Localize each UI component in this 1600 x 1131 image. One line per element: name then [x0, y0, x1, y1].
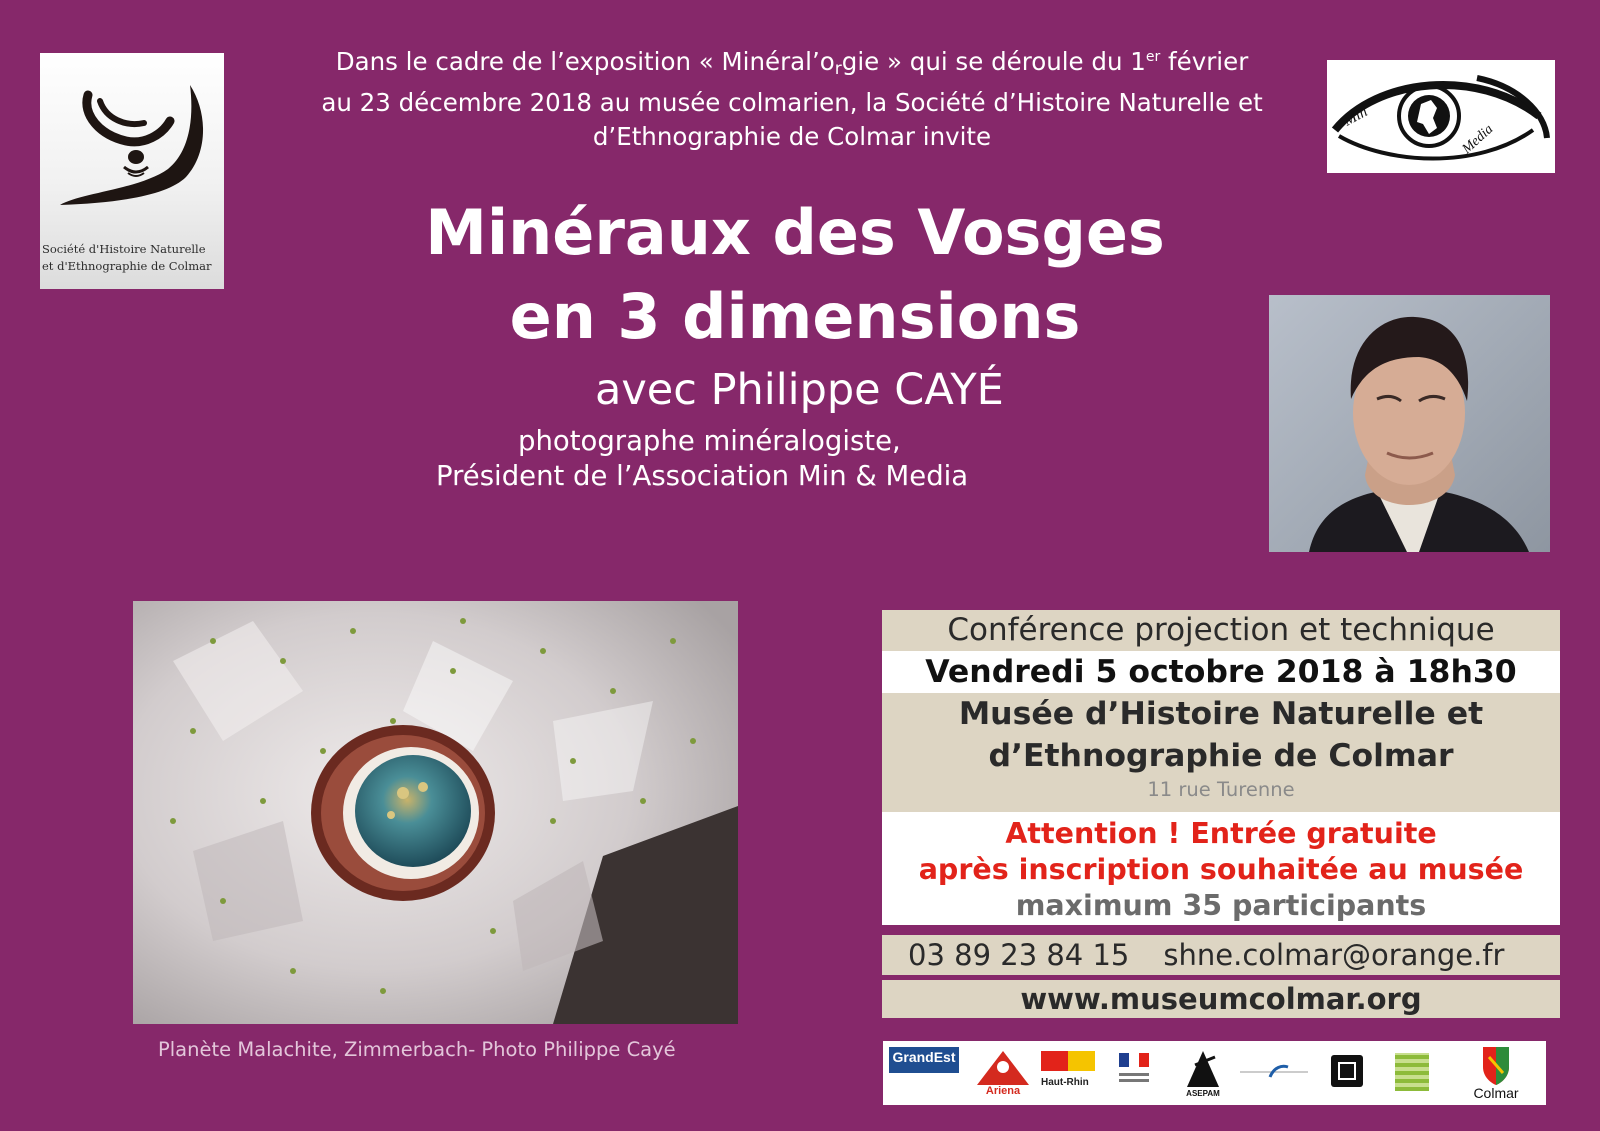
- green-musees-logo: [1395, 1053, 1429, 1091]
- colmar-logo: [1471, 1045, 1521, 1103]
- mineral-photo: [133, 601, 738, 1024]
- max-participants: maximum 35 participants: [1015, 889, 1427, 922]
- malachite-photo-icon: [133, 601, 738, 1024]
- republique-logo: [1119, 1053, 1149, 1087]
- venue-address: 11 rue Turenne: [1147, 778, 1295, 801]
- shne-logo: [40, 53, 224, 289]
- event-venue: [882, 693, 1560, 812]
- colmar-label: Colmar: [1473, 1085, 1519, 1101]
- musees-m-logo: [1331, 1055, 1363, 1087]
- title-line-1: Minéraux des Vosges: [425, 196, 1165, 269]
- grandest-label: GrandEst: [892, 1049, 956, 1065]
- hautrhin-label: Haut-Rhin: [1041, 1077, 1089, 1088]
- email-address: shne.colmar@orange.fr: [1163, 938, 1505, 972]
- intro-line-3: d’Ethnographie de Colmar invite: [592, 122, 992, 151]
- intro-text: [262, 40, 1322, 154]
- ariena-logo: [975, 1047, 1031, 1099]
- intro-line-1r: r: [834, 59, 842, 79]
- swoosh-icon: [1238, 1063, 1310, 1079]
- intro-line-1b: gie » qui se déroule du 1: [841, 47, 1146, 76]
- shne-emblem-icon: [40, 53, 224, 253]
- event-date: Vendredi 5 octobre 2018 à 18h30: [882, 651, 1560, 693]
- grandest-logo: [889, 1047, 959, 1073]
- phone-number: 03 89 23 84 15: [908, 938, 1130, 972]
- speaker-portrait: [1269, 295, 1550, 552]
- minmedia-min-label: Min: [1341, 104, 1371, 130]
- speaker-role-1: photographe minéralogiste,: [518, 425, 901, 457]
- ariena-label: Ariena: [985, 1085, 1021, 1097]
- website-link: www.museumcolmar.org: [882, 980, 1560, 1018]
- photo-caption: Planète Malachite, Zimmerbach- Photo Philippe Cayé: [158, 1038, 676, 1061]
- shne-caption-line2: et d'Ethnographie de Colmar: [42, 259, 212, 273]
- contact-band: [882, 935, 1560, 975]
- minmedia-logo: [1327, 60, 1555, 173]
- venue-line-1: Musée d’Histoire Naturelle et: [958, 696, 1484, 732]
- region-swoosh-logo: [1238, 1063, 1310, 1079]
- event-type: Conférence projection et technique: [882, 610, 1560, 651]
- venue-line-2: d’Ethnographie de Colmar: [988, 738, 1454, 774]
- intro-line-1c: février: [1160, 47, 1249, 76]
- asepam-label: ASEPAM: [1186, 1089, 1220, 1098]
- asepam-miner-icon: [1181, 1047, 1225, 1089]
- intro-line-1: [262, 40, 1322, 86]
- attention-notice: [882, 812, 1560, 925]
- eye-logo-icon: [1327, 60, 1555, 173]
- colmar-shield-icon: [1471, 1045, 1521, 1085]
- hautrhin-logo: [1041, 1051, 1095, 1097]
- attention-line-1: Attention ! Entrée gratuite: [1005, 817, 1437, 850]
- portrait-figure-icon: [1269, 295, 1550, 552]
- intro-line-1-sup: er: [1145, 49, 1161, 65]
- speaker-role-2: Président de l’Association Min & Media: [436, 460, 969, 492]
- asepam-logo: [1181, 1047, 1225, 1103]
- speaker-name: avec Philippe CAYÉ: [595, 365, 1004, 415]
- intro-line-2: au 23 décembre 2018 au musée colmarien, la Société d’Histoire Naturelle et: [321, 88, 1263, 117]
- minmedia-media-label: Media: [1459, 121, 1497, 157]
- partner-logos: [883, 1041, 1546, 1105]
- shne-caption-line1: Société d'Histoire Naturelle: [42, 242, 206, 256]
- intro-line-1a: Dans le cadre de l’exposition « Minéral’o: [335, 47, 835, 76]
- ariena-icon: [975, 1047, 1031, 1087]
- event-title: [350, 191, 1240, 359]
- title-line-2: en 3 dimensions: [509, 280, 1081, 353]
- attention-line-2: après inscription souhaitée au musée: [918, 853, 1524, 886]
